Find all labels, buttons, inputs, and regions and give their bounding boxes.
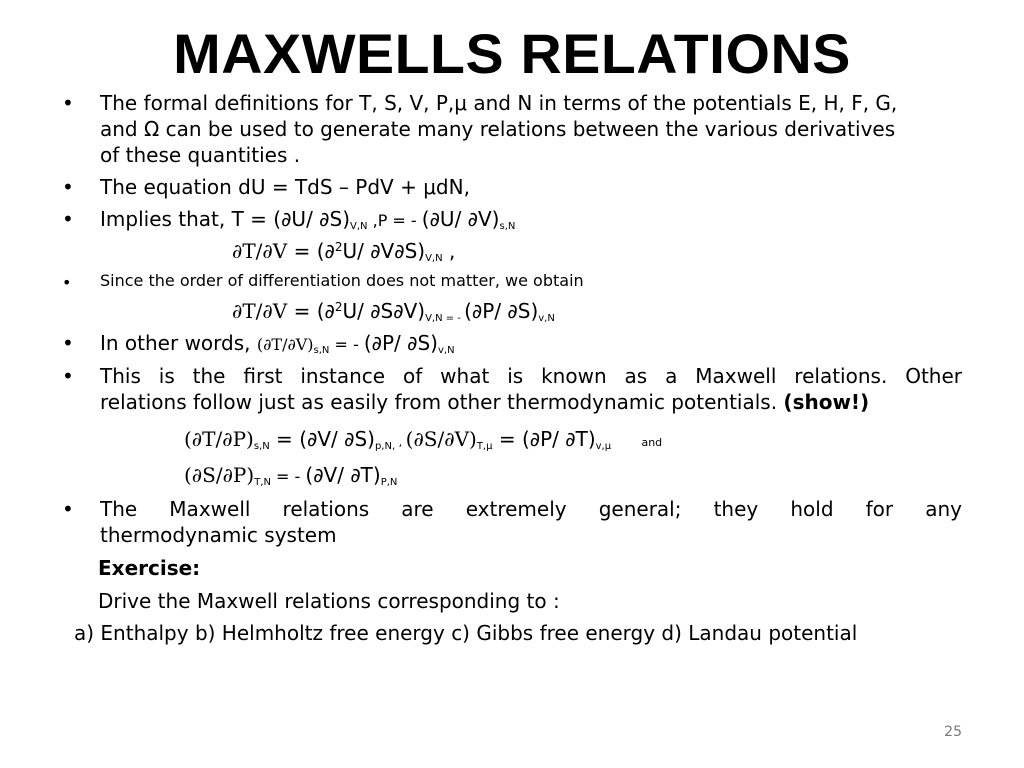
bullet-7-line-2: thermodynamic system [100, 523, 337, 547]
eq-text: (∂V/ ∂S) [299, 427, 375, 451]
eq-text: (∂P/ ∂S) [363, 331, 438, 355]
eq-text: = - [329, 335, 364, 354]
bullet-3-equation [100, 206, 515, 237]
eq-text: (∂V/ ∂T) [305, 463, 381, 487]
eq-subscript: V,N [425, 253, 443, 264]
eq-text: = (∂ [287, 299, 335, 323]
eq-subscript: P,N [380, 477, 398, 488]
eq-subscript: V,N [350, 221, 368, 232]
bullet-1-line-3: of these quantities . [100, 143, 301, 167]
eq-subscript: v,N [437, 345, 455, 356]
eq-subscript: s,N [499, 221, 516, 232]
bullet-7-line-1: The Maxwell relations are extremely general; they hold for any [100, 497, 962, 521]
eq-subscript: T,μ [476, 441, 493, 452]
eq-text: = - [270, 467, 306, 486]
eq-lhs: (∂S/∂P) [184, 463, 255, 487]
eq-subscript: v,μ [595, 441, 612, 452]
bullet-dot: • [62, 364, 74, 388]
eq-text: Implies that, T = (∂U/ ∂S) [100, 207, 351, 231]
bullet-6-text: relations follow just as easily from other thermodynamic potentials. [100, 390, 784, 414]
eq-subscript: p,N, [374, 441, 396, 452]
eq-subscript: V,N = - [425, 313, 465, 324]
eq-superscript: 2 [334, 300, 343, 314]
bullet-6-line-2 [100, 389, 869, 415]
eq-text: = [269, 427, 300, 451]
equation-2 [232, 298, 555, 329]
eq-text: (∂P/ ∂T) [521, 427, 596, 451]
equation-1 [232, 238, 455, 269]
eq-text: = (∂ [287, 239, 335, 263]
eq-text: (∂U/ ∂V) [421, 207, 500, 231]
eq-text: ,P = - [367, 211, 422, 230]
eq-lhs: (∂T/∂P) [184, 427, 254, 451]
eq-text: U/ ∂V∂S) [342, 239, 426, 263]
eq-text: = [492, 427, 522, 451]
bullet-1-line-2: and Ω can be used to generate many relations between the various derivatives [100, 117, 896, 141]
bullet-1-line-1: The formal definitions for T, S, V, P,μ and N in terms of the potentials E, H, F, G, [100, 91, 898, 115]
bullet-dot: • [62, 175, 74, 199]
exercise-heading: Exercise: [98, 556, 201, 580]
eq-lhs: (∂T/∂V) [256, 335, 314, 354]
eq-text: , [442, 239, 456, 263]
eq-lhs: ∂T/∂V [232, 299, 288, 323]
exercise-options: a) Enthalpy b) Helmholtz free energy c) Gibbs free energy d) Landau potential [74, 621, 858, 645]
eq-separator: , [395, 436, 406, 449]
and-connector: and [641, 436, 663, 449]
eq-subscript: s,N [253, 441, 270, 452]
exercise-prompt: Drive the Maxwell relations corresponding to : [98, 589, 560, 613]
eq-lhs: (∂S/∂V) [405, 427, 477, 451]
slide-title: MAXWELLS RELATIONS [173, 22, 851, 85]
bullet-dot: • [62, 91, 74, 115]
eq-lhs: ∂T/∂V [232, 239, 288, 263]
equation-3 [184, 426, 662, 457]
bullet-2-text: The equation dU = TdS – PdV + μdN, [100, 175, 470, 199]
eq-text: U/ ∂S∂V) [342, 299, 426, 323]
bullet-dot: • [62, 331, 74, 355]
bullet-dot: • [62, 497, 74, 521]
bullet-dot: • [62, 207, 74, 231]
bullet-5-equation [100, 330, 455, 361]
eq-subscript: s,N [313, 345, 330, 356]
bullet-4-text: Since the order of differentiation does not matter, we obtain [100, 271, 584, 290]
bullet-6-line-1: This is the first instance of what is known as a Maxwell relations. Other [100, 364, 962, 388]
eq-superscript: 2 [334, 240, 343, 254]
eq-subscript: v,N [538, 313, 555, 324]
show-emphasis: (show!) [783, 390, 870, 414]
eq-text: (∂P/ ∂S) [464, 299, 539, 323]
eq-text: In other words, [100, 331, 257, 355]
equation-4 [184, 462, 397, 493]
bullet-dot: • [62, 273, 72, 292]
page-number: 25 [944, 724, 962, 740]
eq-subscript: T,N [254, 477, 271, 488]
